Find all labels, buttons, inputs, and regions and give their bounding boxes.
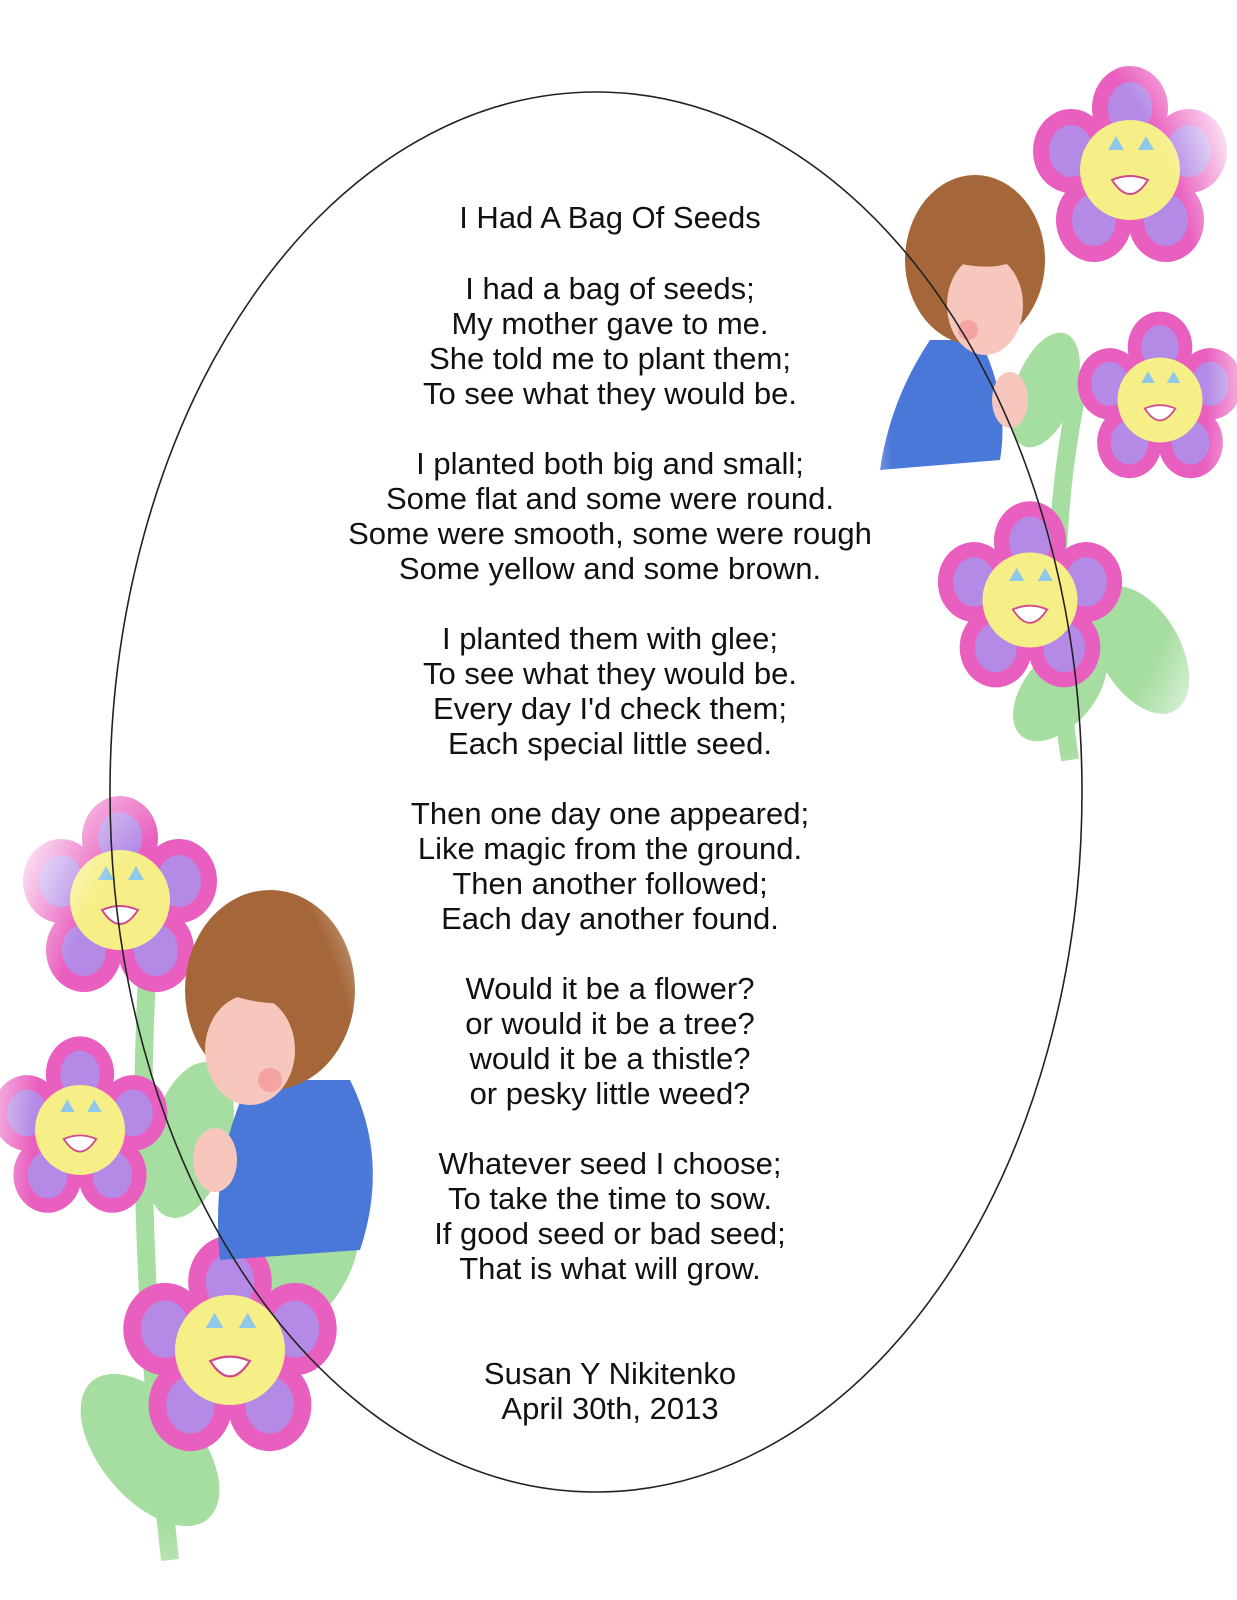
poem-line: or would it be a tree? — [465, 1006, 755, 1041]
poem-line: I planted them with glee; — [441, 621, 779, 656]
poem-line: Some yellow and some brown. — [398, 551, 822, 586]
poem-line: If good seed or bad seed; — [434, 1216, 786, 1251]
poem-line: Whatever seed I choose; — [438, 1146, 782, 1181]
poem-line: She told me to plant them; — [429, 341, 791, 376]
poem-line: I planted both big and small; — [416, 446, 804, 481]
poem-line: or pesky little weed? — [469, 1076, 751, 1111]
poem-line: That is what will grow. — [459, 1251, 761, 1286]
poem — [300, 200, 920, 1426]
poem-line: Then another followed; — [452, 866, 768, 901]
poem-line: Some flat and some were round. — [385, 481, 835, 516]
poem-line: Each day another found. — [441, 901, 779, 936]
poem-line: I had a bag of seeds; — [465, 271, 755, 306]
poem-line: To take the time to sow. — [448, 1181, 772, 1216]
author-name: Susan Y Nikitenko — [483, 1356, 737, 1391]
poem-line: Every day I'd check them; — [433, 691, 787, 726]
poem-line: To see what they would be. — [423, 656, 797, 691]
poem-line: Each special little seed. — [448, 726, 772, 761]
stanza — [300, 796, 920, 936]
poem-title: I Had A Bag Of Seeds — [459, 200, 761, 235]
stanza — [300, 271, 920, 411]
signature — [300, 1356, 920, 1426]
poem-line: To see what they would be. — [423, 376, 797, 411]
stanza — [300, 621, 920, 761]
poem-line: Like magic from the ground. — [417, 831, 803, 866]
poem-line: would it be a thistle? — [469, 1041, 751, 1076]
stanza — [300, 1146, 920, 1286]
stanza — [300, 971, 920, 1111]
poem-line: My mother gave to me. — [451, 306, 769, 341]
poem-line: Would it be a flower? — [465, 971, 755, 1006]
poem-date: April 30th, 2013 — [501, 1391, 719, 1426]
stanza — [300, 446, 920, 586]
poem-line: Then one day one appeared; — [410, 796, 810, 831]
poem-line: Some were smooth, some were rough — [348, 516, 872, 551]
